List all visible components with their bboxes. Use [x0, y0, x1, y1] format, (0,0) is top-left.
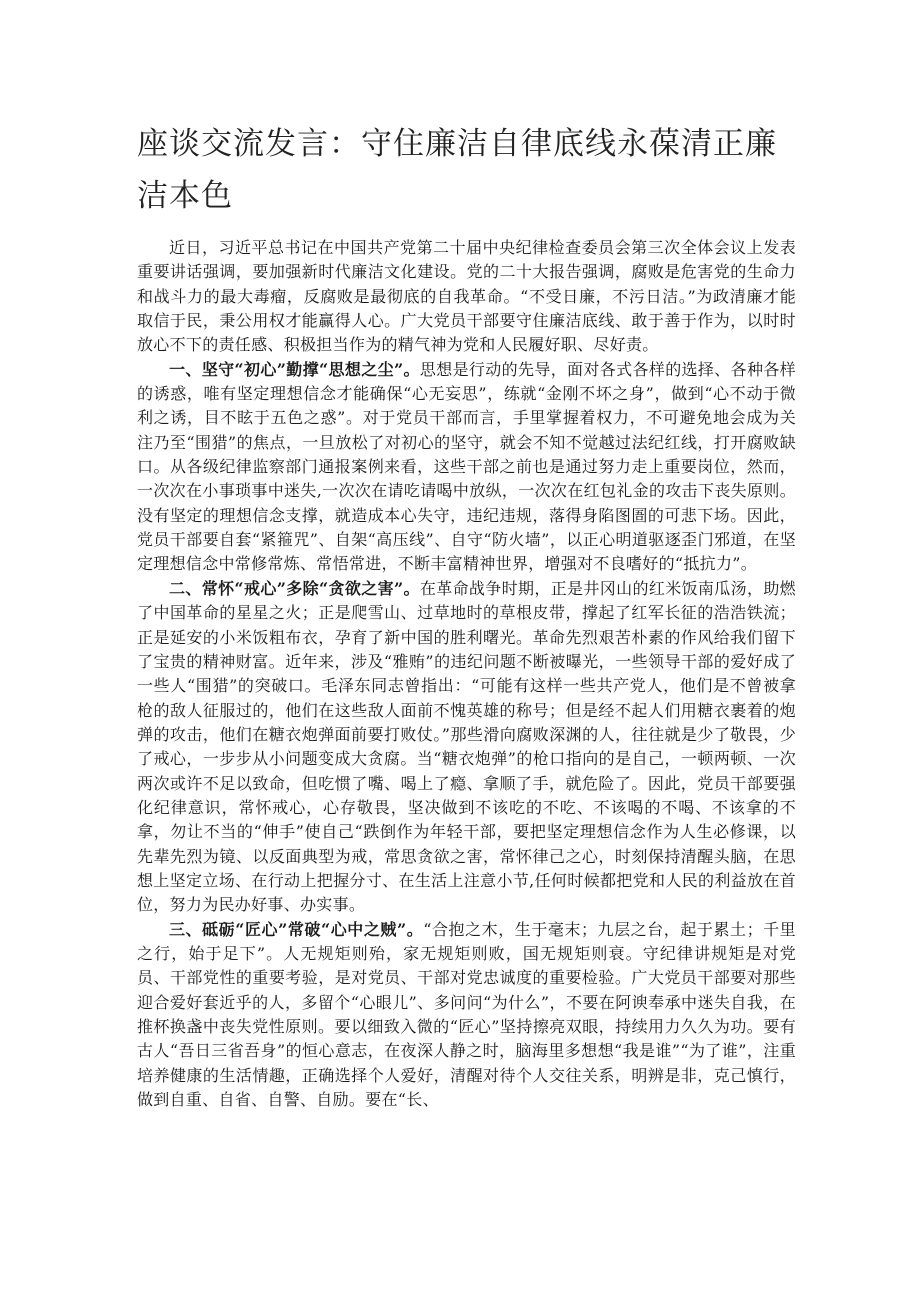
section-body-1: 思想是行动的先导，面对各式各样的选择、各种各样的诱惑，唯有坚定理想信念才能确保“心无妄思”，练就“金刚不坏之身”，做到“心不动于微利之诱，目不眩于五色之惑”。对于党员干部而言，手里掌握着权力，不可避免地会成为关注乃至“围猎”的焦点，一旦放松了对初心的坚守，就会不知不觉越过法纪红线，打开腐败缺口。从各级纪律监察部门通报案例来看，这些干部之前也是通过努力走上重要岗位，然而，一次次在小事琐事中迷失,一次次在请吃请喝中放纵，一次次在红包礼金的攻击下丧失原则。没有坚定的理想信念支撑，就造成本心失守，违纪违规，落得身陷图圄的可悲下场。因此，党员干部要自套“紧箍咒”、自架“高压线”、自守“防火墙”，以正心明道驱逐歪门邪道，在坚定理想信念中常修常炼、常悟常进，不断丰富精神世界，增强对不良嗜好的“抵抗力”。: [137, 359, 796, 574]
document-title: 座谈交流发言：守住廉洁自律底线永葆清正廉洁本色: [137, 126, 777, 214]
section-body-2: 在革命战争时期，正是井冈山的红米饭南瓜汤，助燃了中国革命的星星之火；正是爬雪山、过草地时的草根皮带，撑起了红军长征的浩浩铁流；正是延安的小米饭粗布衣，孕育了新中国的胜利曙光。革命先烈艰苦朴素的作风给我们留下了宝贵的精神财富。近年来，涉及“雅贿”的违纪问题不断被曝光，一些领导干部的爱好成了一些人“围猎”的突破口。毛泽东同志曾指出：“可能有这样一些共产党人，他们是不曾被拿枪的敌人征服过的，他们在这些敌人面前不愧英雄的称号；但是经不起人们用糖衣裹着的炮弹的攻击，他们在糖衣炮弹面前要打败仗。”那些滑向腐败深渊的人，往往就是少了敬畏，少了戒心，一步步从小问题变成大贪腐。当“糖衣炮弹”的枪口指向的是自己，一顿两顿、一次两次或许不足以致命，但吃惯了嘴、喝上了瘾、拿顺了手，就危险了。因此，党员干部要强化纪律意识，常怀戒心，心存敬畏，坚决做到不该吃的不吃、不该喝的不喝、不该拿的不拿，勿让不当的“伸手”使自己“跌倒作为年轻干部，要把坚定理想信念作为人生必修课，以先辈先烈为镜、以反面典型为戒，常思贪欲之害，常怀律己之心，时刻保持清醒头脑，在思想上坚定立场、在行动上把握分寸、在生活上注意小节,任何时候都把党和人民的利益放在首位，努力为民办好事、办实事。: [137, 578, 796, 915]
section-paragraph-2: [137, 577, 796, 918]
document-page: [137, 118, 796, 1112]
section-paragraph-3: [137, 918, 796, 1113]
section-paragraph-1: [137, 358, 796, 577]
section-heading-1: 一、坚守“初心”勤撑“思想之尘”。: [169, 359, 420, 379]
intro-paragraph: 近日，习近平总书记在中国共产党第二十届中央纪律检查委员会第三次全体会议上发表重要讲话强调，要加强新时代廉洁文化建设。党的二十大报告强调，腐败是危害党的生命力和战斗力的最大毒瘤，反腐败是最彻底的自我革命。“不受日廉，不污日洁。”为政清廉才能取信于民，秉公用权才能赢得人心。广大党员干部要守住廉洁底线、敢于善于作为，以时时放心不下的责任感、积极担当作为的精气神为党和人民履好职、尽好责。: [137, 238, 796, 355]
section-body-3: “合抱之木，生于毫末；九层之台，起于累土；千里之行，始于足下”。人无规矩则殆，家无规矩则败，国无规矩则衰。守纪律讲规矩是对党员、干部党性的重要考验，是对党员、干部对党忠诚度的重要检验。广大党员干部要对那些迎合爱好套近乎的人，多留个“心眼儿”、多问问“为什么”，不要在阿谀奉承中迷失自我，在推杯换盏中丧失党性原则。要以细致入微的“匠心”坚持擦亮双眼，持续用力久久为功。要有古人“吾日三省吾身”的恒心意志，在夜深人静之时，脑海里多想想“我是谁”“为了谁”，注重培养健康的生活情趣，正确选择个人爱好，清醒对待个人交往关系，明辨是非，克己慎行，做到自重、自省、自警、自励。要在“长、: [137, 919, 796, 1110]
section-heading-2: 二、常怀“戒心”多除“贪欲之害”。: [169, 578, 420, 598]
section-heading-3: 三、砥砺“匠心”常破“心中之贼”。: [169, 919, 424, 939]
